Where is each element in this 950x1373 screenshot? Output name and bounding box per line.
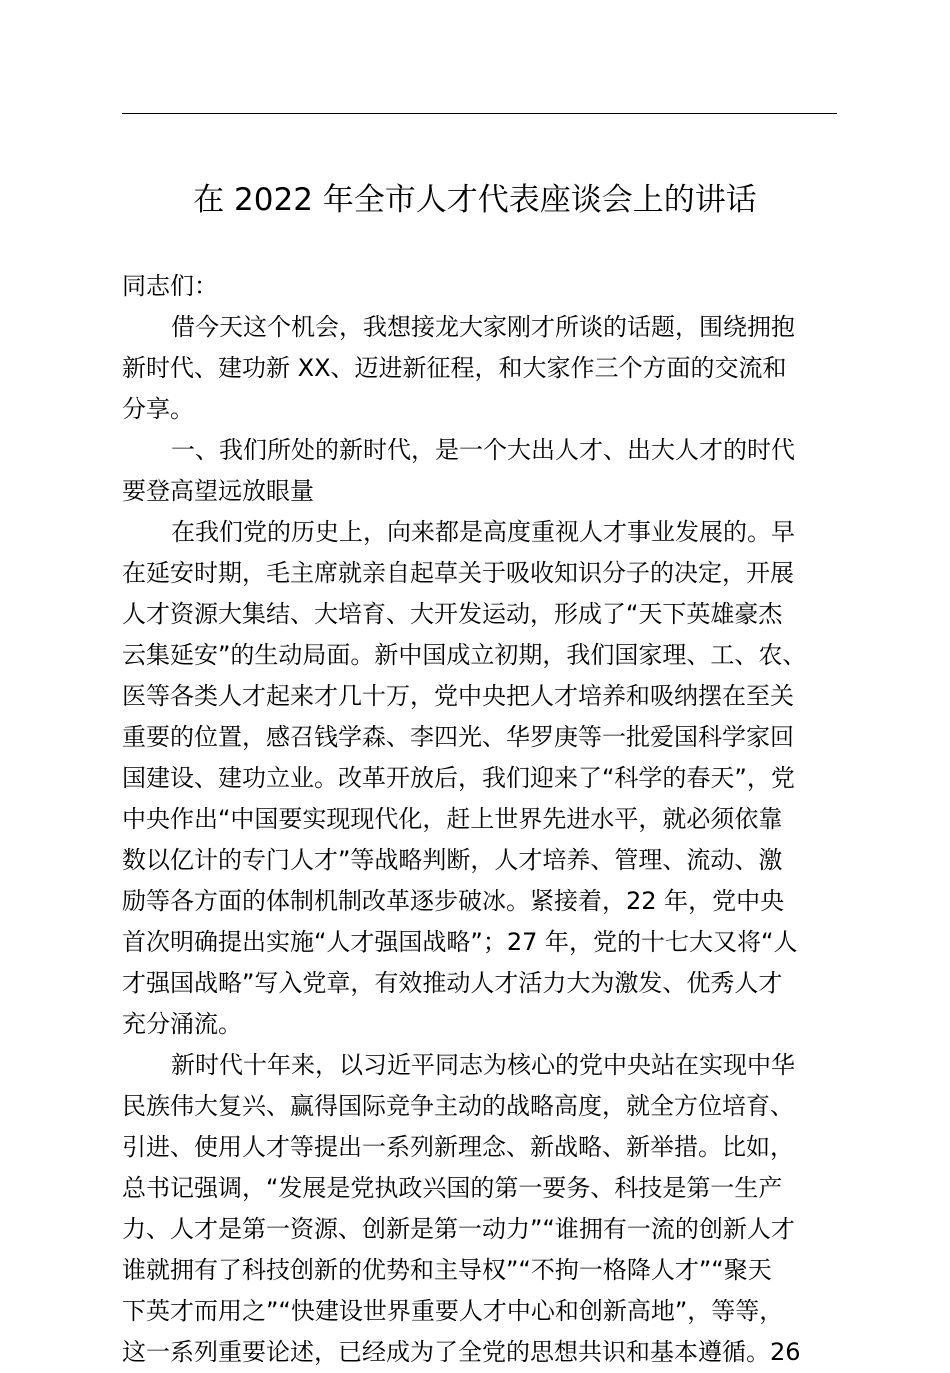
text-line: 总书记强调，“发展是党执政兴国的第一要务、科技是第一生产 (122, 1174, 783, 1202)
document-body (122, 266, 844, 1373)
text-line: 首次明确提出实施“人才强国战略”；27 年，党的十七大又将“人 (122, 928, 798, 956)
page-title: 在 2022 年全市人才代表座谈会上的讲话 (193, 182, 757, 218)
text-line: 力、人才是第一资源、创新是第一动力”“谁拥有一流的创新人才 (122, 1215, 795, 1243)
section-heading-line: 要登高望远放眼量 (122, 477, 314, 505)
text-line: 励等各方面的体制机制改革逐步破冰。紧接着，22 年，党中央 (122, 887, 785, 915)
text-line: 这一系列重要论述，已经成为了全党的思想共识和基本遵循。26 (122, 1338, 801, 1366)
text-line: 分享。 (122, 395, 194, 423)
text-line: 在我们党的历史上，向来都是高度重视人才事业发展的。早 (171, 518, 795, 546)
text-line: 人才资源大集结、大培育、大开发运动，形成了“天下英雄豪杰 (122, 600, 783, 628)
section-heading-line: 一、我们所处的新时代，是一个大出人才、出大人才的时代 (171, 436, 795, 464)
text-line: 下英才而用之”“快建设世界重要人才中心和创新高地”，等等， (122, 1297, 784, 1325)
text-line: 数以亿计的专门人才”等战略判断，人才培养、管理、流动、激 (122, 846, 783, 874)
text-line: 借今天这个机会，我想接龙大家刚才所谈的话题，围绕拥抱 (171, 313, 795, 341)
text-line: 国建设、建功立业。改革开放后，我们迎来了“科学的春天”，党 (122, 764, 795, 792)
text-line: 才强国战略”写入党章，有效推动人才活力大为激发、优秀人才 (122, 969, 783, 997)
text-line: 同志们： (122, 272, 218, 300)
text-line: 谁就拥有了科技创新的优势和主导权”“不拘一格降人才”“聚天 (122, 1256, 772, 1284)
text-line: 引进、使用人才等提出一系列新理念、新战略、新举措。比如， (122, 1133, 794, 1161)
text-line: 中央作出“中国要实现现代化，赶上世界先进水平，就必须依靠 (122, 805, 783, 833)
text-line: 充分涌流。 (122, 1010, 242, 1038)
header-rule (122, 113, 837, 114)
text-line: 医等各类人才起来才几十万，党中央把人才培养和吸纳摆在至关 (122, 682, 794, 710)
text-line: 新时代、建功新 XX、迈进新征程，和大家作三个方面的交流和 (122, 354, 787, 382)
text-line: 在延安时期，毛主席就亲自起草关于吸收知识分子的决定，开展 (122, 559, 794, 587)
text-line: 民族伟大复兴、赢得国际竞争主动的战略高度，就全方位培育、 (122, 1092, 794, 1120)
text-line: 云集延安”的生动局面。新中国成立初期，我们国家理、工、农、 (122, 641, 807, 669)
text-line: 重要的位置，感召钱学森、李四光、华罗庚等一批爱国科学家回 (122, 723, 794, 751)
text-line: 新时代十年来，以习近平同志为核心的党中央站在实现中华 (171, 1051, 795, 1079)
